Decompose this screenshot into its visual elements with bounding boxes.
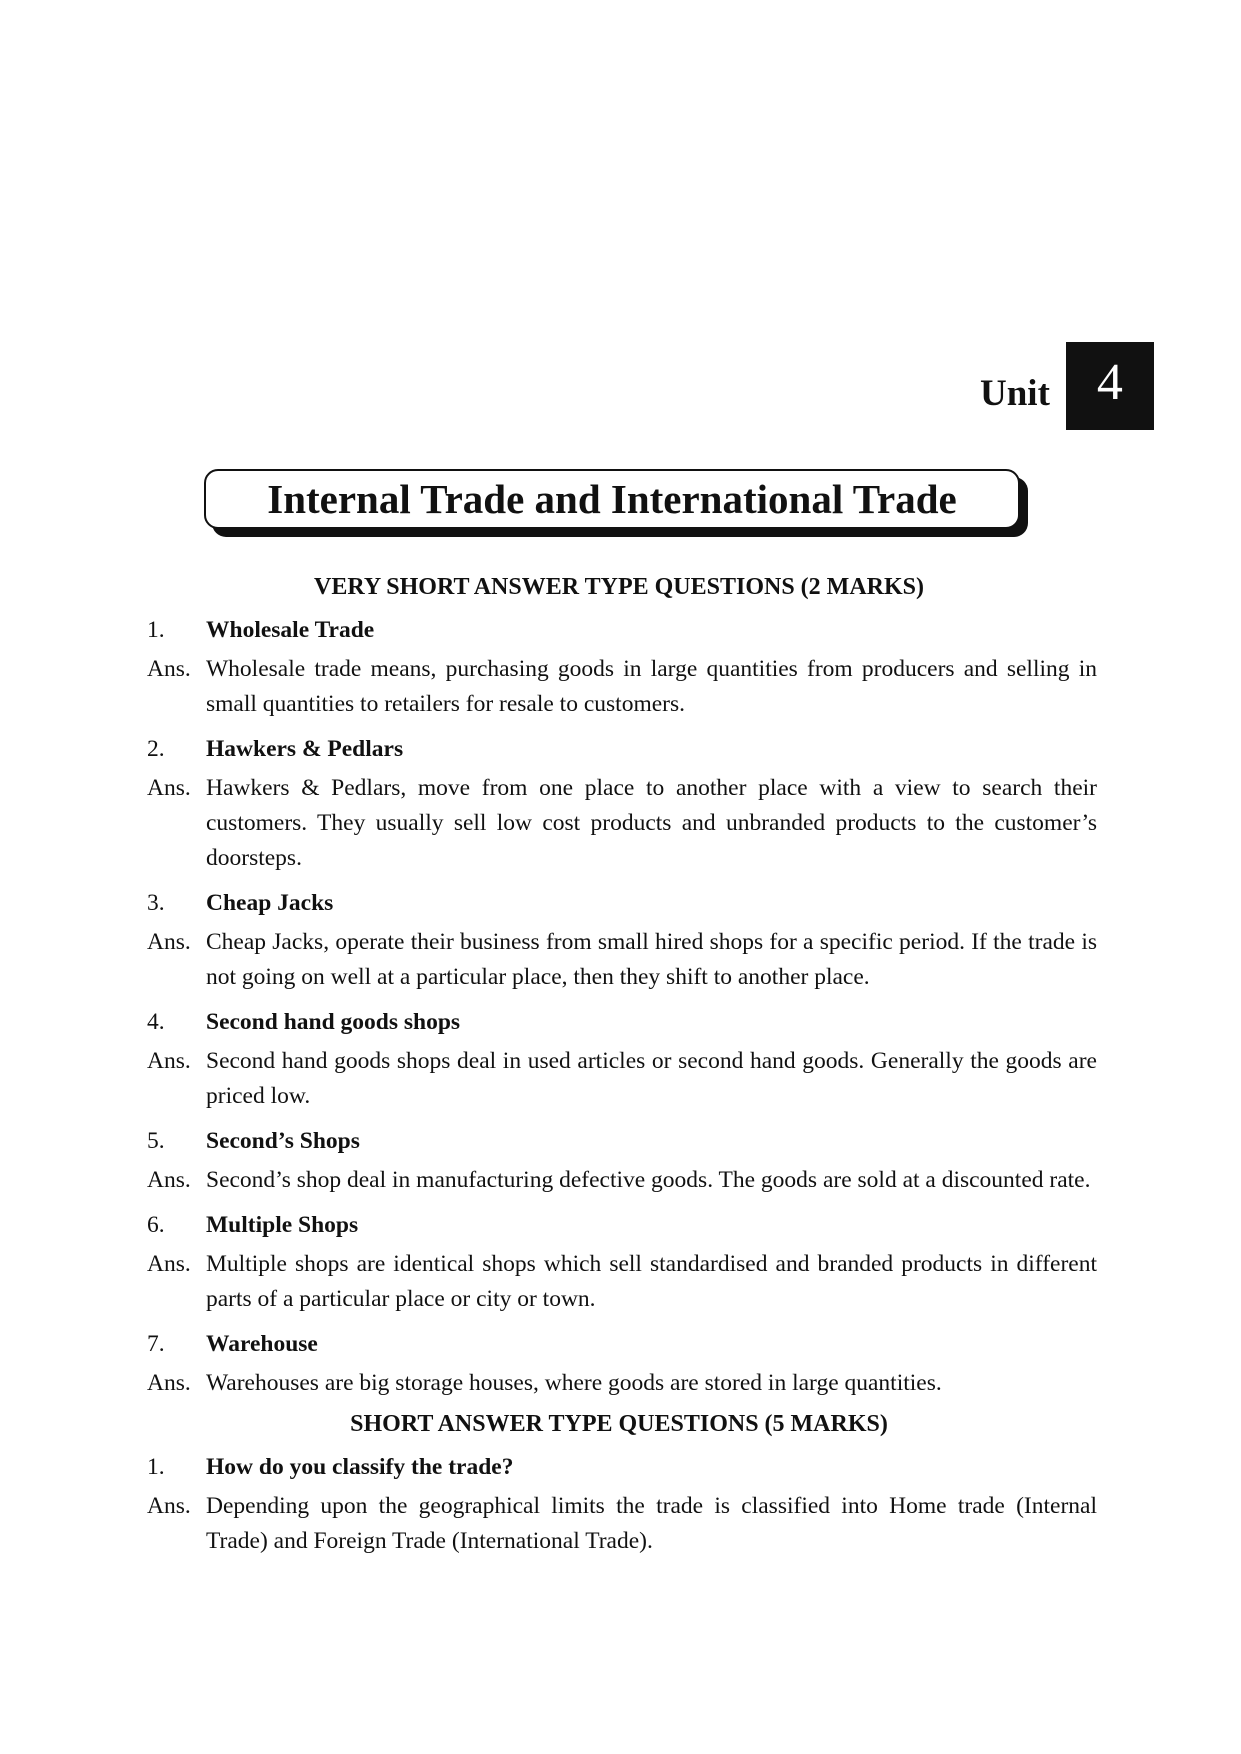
answer-text: Second hand goods shops deal in used articles or second hand goods. Generally the goods are priced low. xyxy=(206,1048,1097,1109)
answer-text: Depending upon the geographical limits the trade is classified into Home trade (Internal Trade) and Foreign Trade (International Trade). xyxy=(206,1493,1097,1554)
answer-row xyxy=(147,1366,1097,1401)
answer-label: Ans. xyxy=(147,775,191,801)
section-heading: VERY SHORT ANSWER TYPE QUESTIONS (2 MARKS) xyxy=(314,574,924,600)
question-row xyxy=(147,1124,1097,1159)
answer-row xyxy=(147,1247,1097,1317)
answer-text: Hawkers & Pedlars, move from one place to another place with a view to search their customers. They usually sell low cost products and unbranded products to the customer’s doorsteps. xyxy=(206,775,1097,871)
answer-text: Cheap Jacks, operate their business from small hired shops for a specific period. If the trade is not going on well at a particular place, then they shift to another place. xyxy=(206,929,1097,990)
section-heading: SHORT ANSWER TYPE QUESTIONS (5 MARKS) xyxy=(350,1411,888,1437)
qa-item xyxy=(147,613,1097,722)
answer-label: Ans. xyxy=(147,1251,191,1277)
answer-row xyxy=(147,1044,1097,1114)
question-text: How do you classify the trade? xyxy=(206,1454,514,1480)
question-text: Second hand goods shops xyxy=(206,1009,461,1035)
question-row xyxy=(147,886,1097,921)
question-row xyxy=(147,1005,1097,1040)
question-text: Multiple Shops xyxy=(206,1212,359,1238)
answer-label: Ans. xyxy=(147,929,191,955)
question-text: Hawkers & Pedlars xyxy=(206,736,404,762)
answer-row xyxy=(147,925,1097,995)
question-row xyxy=(147,1327,1097,1362)
unit-label: Unit xyxy=(980,372,1050,414)
question-number: 5. xyxy=(147,1128,165,1154)
qa-item xyxy=(147,1124,1097,1198)
qa-item xyxy=(147,1208,1097,1317)
question-row xyxy=(147,613,1097,648)
question-text: Cheap Jacks xyxy=(206,890,334,916)
section-short xyxy=(147,1411,1097,1559)
answer-row xyxy=(147,1489,1097,1559)
answer-text: Warehouses are big storage houses, where goods are stored in large quantities. xyxy=(206,1370,942,1396)
question-text: Second’s Shops xyxy=(206,1128,360,1154)
unit-number-box: 4 xyxy=(1066,342,1154,430)
question-row xyxy=(147,1208,1097,1243)
qa-item xyxy=(147,1450,1097,1559)
answer-text: Second’s shop deal in manufacturing defective goods. The goods are sold at a discounted rate. xyxy=(206,1167,1091,1193)
question-number: 1. xyxy=(147,1454,165,1480)
page-content xyxy=(147,574,1097,1569)
question-number: 4. xyxy=(147,1009,165,1035)
answer-label: Ans. xyxy=(147,1493,191,1519)
question-row xyxy=(147,732,1097,767)
answer-row xyxy=(147,652,1097,722)
answer-label: Ans. xyxy=(147,656,191,682)
answer-row xyxy=(147,771,1097,876)
question-text: Wholesale Trade xyxy=(206,617,375,643)
question-number: 7. xyxy=(147,1331,165,1357)
chapter-title-banner xyxy=(204,469,1024,533)
unit-marker xyxy=(980,342,1154,430)
chapter-title: Internal Trade and International Trade xyxy=(204,469,1020,529)
section-very-short xyxy=(147,574,1097,1401)
question-number: 3. xyxy=(147,890,165,916)
qa-item xyxy=(147,886,1097,995)
answer-label: Ans. xyxy=(147,1167,191,1193)
qa-item xyxy=(147,1005,1097,1114)
answer-text: Wholesale trade means, purchasing goods in large quantities from producers and selling in small quantities to retailers for resale to customers. xyxy=(206,656,1097,717)
question-number: 1. xyxy=(147,617,165,643)
question-number: 2. xyxy=(147,736,165,762)
question-text: Warehouse xyxy=(206,1331,318,1357)
qa-item xyxy=(147,1327,1097,1401)
answer-row xyxy=(147,1163,1097,1198)
answer-label: Ans. xyxy=(147,1370,191,1396)
question-number: 6. xyxy=(147,1212,165,1238)
question-row xyxy=(147,1450,1097,1485)
answer-label: Ans. xyxy=(147,1048,191,1074)
qa-item xyxy=(147,732,1097,876)
answer-text: Multiple shops are identical shops which sell standardised and branded products in different parts of a particular place or city or town. xyxy=(206,1251,1097,1312)
